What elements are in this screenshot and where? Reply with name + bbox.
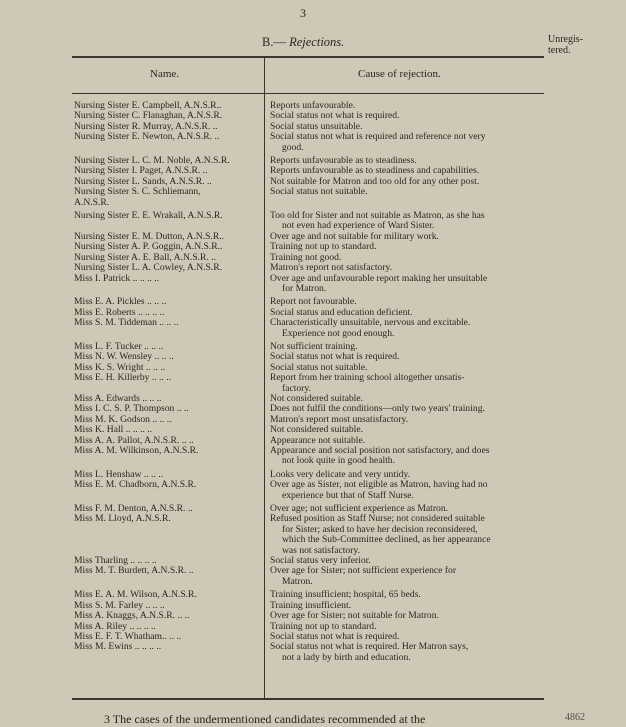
table-row [70, 318, 550, 339]
section-title-prefix: B.— [262, 35, 286, 49]
candidate-name: Miss N. W. Wensley .. .. .. [74, 352, 174, 363]
cause-line: Social status not suitable. [270, 361, 368, 373]
cause-line: good. [282, 141, 304, 153]
cause-line: Training not up to standard. [270, 241, 377, 253]
cause-line: Over age as Sister, not eligible as Matron, having had no [270, 479, 488, 491]
rejection-cause [264, 611, 550, 621]
page-number: 3 [300, 6, 306, 20]
cause-line: Over age; not sufficient experience as Matron. [270, 503, 449, 515]
candidate-name: Miss E. A. Pickles .. .. .. [74, 297, 167, 308]
footer-paragraph: 3 The cases of the undermentioned candidates recommended at the [104, 712, 426, 726]
cause-line: not look quite in good health. [282, 455, 395, 467]
rejection-cause [264, 187, 550, 197]
rejection-cause [264, 642, 550, 663]
cause-line: Social status not suitable. [270, 186, 368, 198]
page-stamp: 4862 [565, 712, 585, 723]
cause-line: Not suitable for Matron and too old for any other post. [270, 175, 480, 187]
candidate-name: Miss Tharling .. .. .. .. [74, 556, 157, 567]
candidate-name: Miss I. C. S. P. Thompson .. .. [74, 404, 189, 415]
cause-line: Training insufficient; hospital, 65 beds. [270, 589, 421, 601]
candidate-name: Miss M. Ewins .. .. .. .. [74, 642, 162, 653]
section-title [262, 35, 344, 50]
table-row [70, 514, 550, 556]
cause-line: Report from her training school altogether unsatis- [270, 372, 465, 384]
rejections-table [70, 101, 550, 663]
candidate-name: Nursing Sister L. Sands, A.N.S.R. .. [74, 176, 212, 187]
cause-line: Characteristically unsuitable, nervous and excitable. [270, 317, 471, 329]
candidate-name: Miss K. Hall .. .. .. .. [74, 425, 153, 436]
cause-line: Matron's report most unsatisfactory. [270, 413, 409, 425]
rejection-cause [264, 198, 550, 208]
cause-line: experience but that of Staff Nurse. [282, 489, 414, 501]
cause-line: Reports unfavourable as to steadiness. [270, 155, 417, 167]
candidate-name: Nursing Sister A. E. Ball, A.N.S.R. .. [74, 252, 217, 263]
rejection-cause [264, 211, 550, 232]
cause-line: Appearance not suitable. [270, 434, 366, 446]
cause-line: Too old for Sister and not suitable as Matron, as she has [270, 210, 485, 222]
candidate-name: Miss L. Henshaw .. .. .. [74, 469, 164, 480]
cause-line: Not considered suitable. [270, 424, 363, 436]
candidate-name: Miss E. A. M. Wilson, A.N.S.R. [74, 590, 197, 601]
rejection-cause [264, 263, 550, 273]
cause-line: Report not favourable. [270, 296, 357, 308]
rejection-cause [264, 514, 550, 556]
table-row [70, 373, 550, 394]
candidate-name: Nursing Sister A. P. Goggin, A.N.S.R.. [74, 242, 223, 253]
cause-line: for Matron. [282, 282, 327, 294]
candidate-name: Miss A. Edwards .. .. .. [74, 393, 162, 404]
candidate-name: Miss M. Lloyd, A.N.S.R. [74, 514, 171, 525]
cause-line: factory. [282, 382, 311, 394]
candidate-name: Miss M. K. Godson .. .. .. [74, 414, 172, 425]
cause-line: Social status not what is required. Her Matron says, [270, 641, 469, 653]
candidate-name: Miss K. S. Wright .. .. .. [74, 362, 166, 373]
cause-line: not a lady by birth and education. [282, 651, 411, 663]
cause-line: Training not good. [270, 251, 342, 263]
candidate-name: Nursing Sister E. Newton, A.N.S.R. .. [74, 132, 220, 143]
table-row [70, 187, 550, 197]
cause-column-header: Cause of rejection. [358, 68, 441, 80]
candidate-name: Miss A. M. Wilkinson, A.N.S.R. [74, 446, 199, 456]
candidate-name: Miss S. M. Tiddeman .. .. .. [74, 318, 179, 329]
candidate-name: Nursing Sister L. C. M. Noble, A.N.S.R. [74, 156, 230, 167]
candidate-name: Miss E. M. Chadborn, A.N.S.R. [74, 480, 197, 491]
name-column-header: Name. [150, 68, 180, 80]
table-row [70, 480, 550, 501]
cause-line: Refused position as Staff Nurse; not considered suitable [270, 513, 485, 525]
candidate-name: Nursing Sister L. A. Cowley, A.N.S.R. [74, 263, 223, 274]
table-row [70, 211, 550, 232]
candidate-name: Nursing Sister C. Flanaghan, A.N.S.R. [74, 111, 223, 122]
cause-line: Training insufficient. [270, 599, 352, 611]
table-row [70, 566, 550, 587]
cause-line: Reports unfavourable as to steadiness and capabilities. [270, 165, 480, 177]
cause-line: Over age for Sister; not suitable for Matron. [270, 610, 439, 622]
unregistered-line-1: Unregis- [548, 34, 583, 45]
candidate-name: Miss F. M. Denton, A.N.S.R. .. [74, 504, 193, 515]
candidate-name: Nursing Sister E. M. Dutton, A.N.S.R.. [74, 231, 225, 242]
cause-line: Social status not what is required. [270, 630, 400, 642]
candidate-name: Nursing Sister R. Murray, A.N.S.R. .. [74, 121, 218, 132]
rejection-cause [264, 446, 550, 467]
cause-line: Over age and unfavourable report making her unsuitable [270, 272, 488, 284]
candidate-name: Miss A. Riley .. .. .. .. [74, 621, 156, 632]
candidate-name: Miss E. H. Killerby .. .. .. [74, 373, 172, 384]
candidate-name: Nursing Sister I. Paget, A.N.S.R. .. [74, 166, 208, 177]
cause-line: not even had experience of Ward Sister. [282, 220, 435, 232]
table-row [70, 274, 550, 295]
rejection-cause [264, 480, 550, 501]
rejection-cause [264, 373, 550, 394]
candidate-name: Nursing Sister E. E. Wrakall, A.N.S.R. [74, 211, 223, 222]
cause-line: Over age for Sister; not sufficient experience for [270, 565, 457, 577]
header-rule [72, 93, 544, 94]
top-rule [72, 56, 544, 58]
cause-line: which the Sub-Committee declined, as her appearance [282, 534, 491, 546]
candidate-name: Miss A. A. Pallot, A.N.S.R. .. .. [74, 435, 194, 446]
unregistered-label [548, 34, 583, 56]
cause-line: Looks very delicate and very untidy. [270, 468, 411, 480]
cause-line: was not satisfactory. [282, 544, 360, 556]
unregistered-line-2: tered. [548, 45, 571, 56]
cause-line: Social status and education deficient. [270, 306, 413, 318]
candidate-name: Miss L. F. Tucker .. .. .. [74, 341, 164, 352]
table-row [70, 198, 550, 208]
section-title-italic: Rejections. [289, 35, 345, 49]
candidate-name: Miss E. Roberts .. .. .. .. [74, 307, 165, 318]
cause-line: Training not up to standard. [270, 620, 377, 632]
table-row [70, 642, 550, 663]
cause-line: Over age and not suitable for military work. [270, 230, 439, 242]
cause-line: Not considered suitable. [270, 392, 363, 404]
candidate-name: Nursing Sister E. Campbell, A.N.S.R.. [74, 101, 222, 111]
cause-line: Matron. [282, 575, 313, 587]
cause-line: for Sister; asked to have her decision reconsidered, [282, 523, 478, 535]
table-row [70, 263, 550, 273]
candidate-name: A.N.S.R. [74, 197, 110, 208]
rejection-cause [264, 274, 550, 295]
cause-line: Social status not what is required. [270, 110, 400, 122]
candidate-name: Miss S. M. Farley .. .. .. [74, 600, 165, 611]
candidate-name: Miss E. F. T. Whatham.. .. .. [74, 631, 182, 642]
cause-line: Does not fulfil the conditions—only two years' training. [270, 403, 485, 415]
cause-line: Social status unsuitable. [270, 120, 363, 132]
candidate-name: Miss A. Knaggs, A.N.S.R. .. .. [74, 611, 190, 622]
table-row [70, 446, 550, 467]
cause-line: Social status not what is required. [270, 351, 400, 363]
table-row [70, 611, 550, 621]
cause-line: Reports unfavourable. [270, 100, 356, 111]
bottom-rule [72, 698, 544, 700]
cause-line: Social status very inferior. [270, 555, 371, 567]
cause-line: Not sufficient training. [270, 340, 358, 352]
cause-line: Social status not what is required and reference not very [270, 131, 486, 143]
cause-line: Experience not good enough. [282, 327, 395, 339]
cause-line: Matron's report not satisfactory. [270, 262, 393, 274]
cause-line: Appearance and social position not satisfactory, and does [270, 445, 490, 456]
candidate-name: Nursing Sister S. C. Schliemann, [74, 187, 201, 198]
candidate-name: Miss I. Patrick .. .. .. .. [74, 273, 160, 284]
rejection-cause [264, 132, 550, 153]
table-row [70, 132, 550, 153]
rejection-cause [264, 566, 550, 587]
rejection-cause [264, 318, 550, 339]
candidate-name: Miss M. T. Burdett, A.N.S.R. .. [74, 566, 194, 577]
